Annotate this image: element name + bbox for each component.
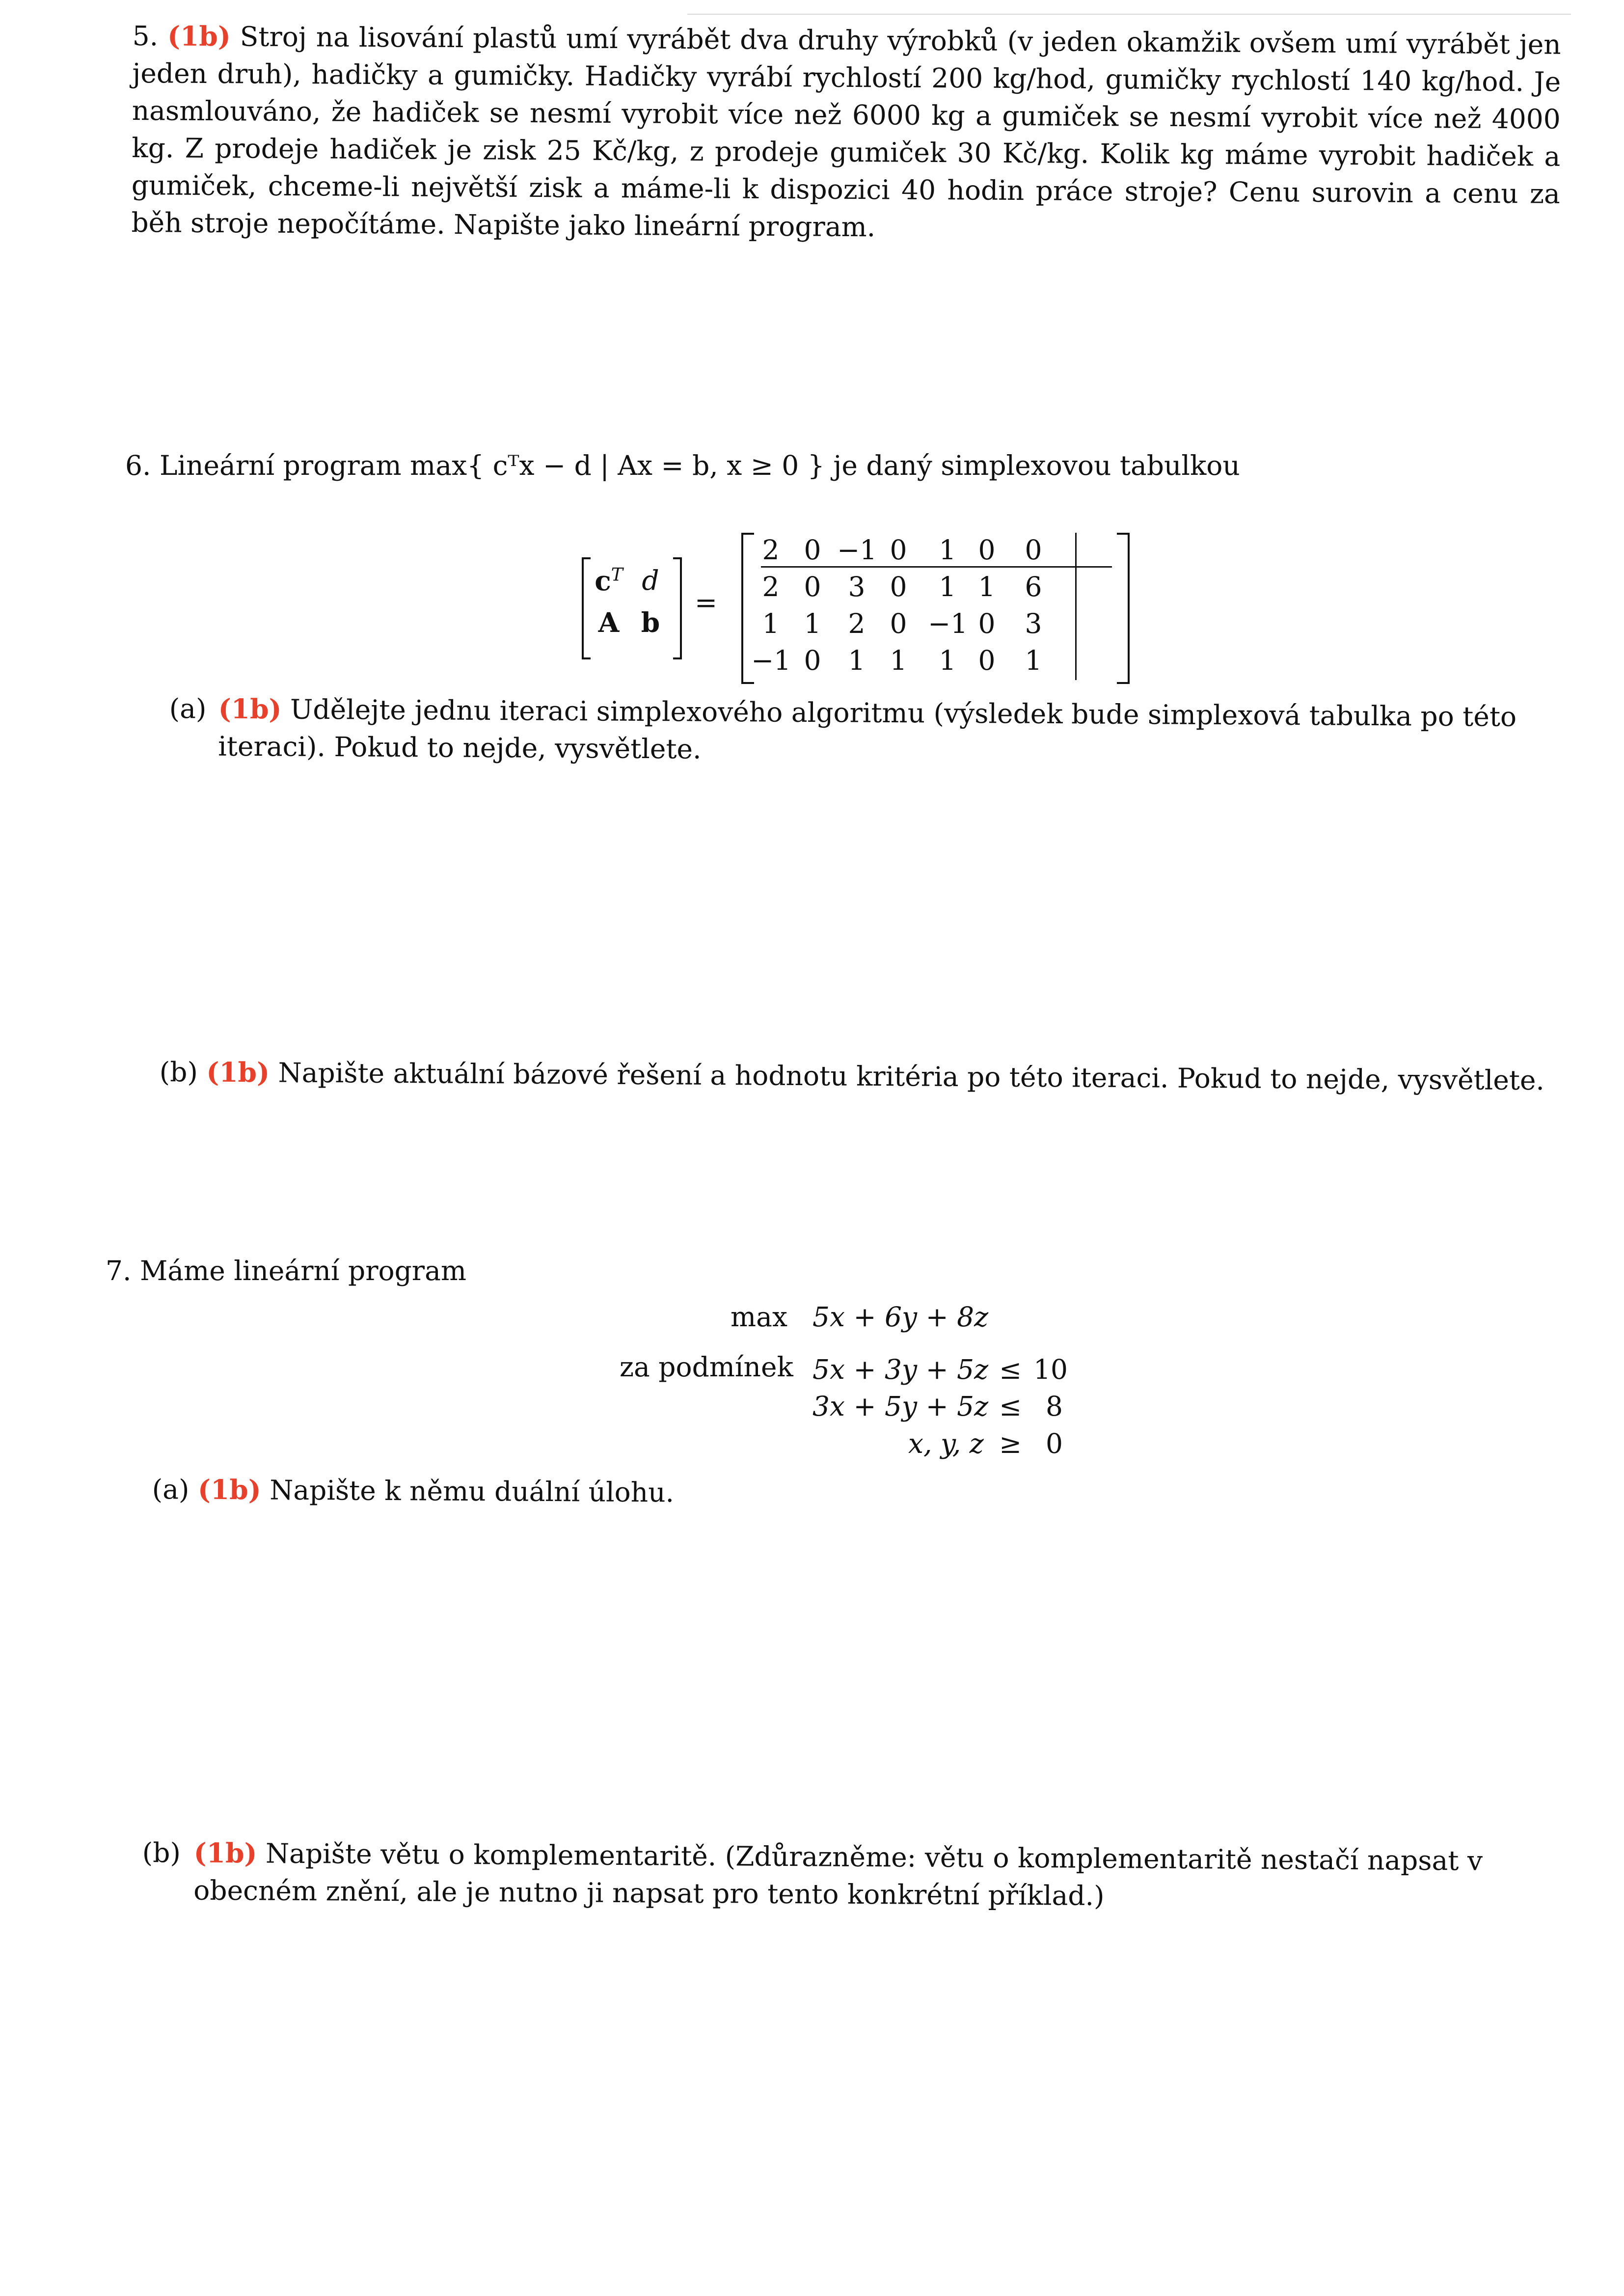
- tableau-cell-r3-c1: 0: [804, 645, 821, 676]
- question-6b: [160, 1053, 1573, 1099]
- lp-constraint-2-lhs: 3x + 5y + 5z: [812, 1391, 989, 1422]
- lhs-right-bracket: [673, 557, 682, 659]
- lp-objective: 5x + 6y + 8z: [812, 1301, 989, 1333]
- lp-nonnegativity-rel: ≥: [999, 1428, 1022, 1459]
- question-7a-label: (a): [152, 1474, 189, 1505]
- question-6-program: max{ cᵀx − d | Ax = b, x ≥ 0 }: [410, 450, 825, 481]
- tableau-cell-r2-c2: 2: [848, 608, 866, 639]
- lp-nonnegativity-vars: x, y, z: [908, 1428, 984, 1459]
- question-6-number: 6.: [125, 450, 151, 481]
- question-7a: [152, 1471, 889, 1512]
- tableau-cell-r0-c4: 1: [939, 534, 956, 566]
- tableau-cell-r1-c6: 6: [1025, 571, 1042, 602]
- lp-constraint-1-rhs: 10: [1033, 1354, 1068, 1385]
- tableau-cell-r0-c1: 0: [804, 534, 821, 566]
- tableau-right-bracket: [1117, 533, 1130, 684]
- tableau-cell-r1-c0: 2: [762, 571, 780, 602]
- tableau-cell-r2-c5: 0: [978, 608, 996, 639]
- question-5-number: 5.: [132, 20, 159, 52]
- question-7b-label: (b): [142, 1837, 181, 1869]
- question-6a-points: (1b): [218, 692, 282, 725]
- tableau-cell-r0-c3: 0: [890, 534, 907, 566]
- tableau-cell-r0-c2: −1: [837, 534, 877, 566]
- question-6b-points: (1b): [206, 1056, 270, 1089]
- question-6-intro-text: Lineární program: [159, 450, 402, 481]
- question-7b-text: Napište větu o komplementaritě. (Zdůrazněme: větu o komplementaritě nestačí napsat v obecném znění, ale je nutno ji napsat pro tento konkrétní příklad.): [193, 1837, 1483, 1912]
- tableau-cell-r0-c0: 2: [762, 534, 780, 566]
- question-7b-points: (1b): [193, 1836, 257, 1869]
- tableau-cell-r3-c2: 1: [848, 645, 866, 676]
- question-7-number: 7.: [106, 1255, 132, 1286]
- tableau-cell-r0-c5: 0: [978, 534, 996, 566]
- tableau-cell-r0-c6: 0: [1025, 534, 1042, 566]
- question-5: [131, 17, 1561, 250]
- question-6a: [169, 690, 1554, 773]
- question-6-intro: [125, 447, 1549, 484]
- tableau-cell-r2-c3: 0: [890, 608, 907, 639]
- lhs-d: d: [642, 565, 659, 596]
- tableau-block-matrix: [577, 557, 682, 680]
- tableau-cell-r3-c0: −1: [751, 645, 791, 676]
- equals-sign: =: [695, 587, 718, 618]
- question-6a-text: Udělejte jednu iteraci simplexového algoritmu (výsledek bude simplexová tabulka po této iteraci). Pokud to nejde, vysvětlete.: [218, 693, 1517, 765]
- lp-constraint-2-rhs: 8: [1046, 1391, 1063, 1422]
- lp-subject-to-label: za podmínek: [620, 1351, 793, 1383]
- tableau-cell-r1-c1: 0: [804, 571, 821, 602]
- question-6b-label: (b): [159, 1056, 198, 1088]
- question-7-intro: [106, 1252, 695, 1289]
- question-7a-points: (1b): [197, 1473, 261, 1506]
- lp-max-label: max: [731, 1301, 787, 1333]
- question-5-points: (1b): [167, 20, 231, 53]
- lhs-cT: $c^T$: [595, 565, 623, 597]
- tableau-cell-r2-c6: 3: [1025, 608, 1042, 639]
- tableau-cell-r3-c3: 1: [890, 645, 907, 676]
- tableau-cell-r2-c0: 1: [762, 608, 780, 639]
- question-6-intro-end: je daný simplexovou tabulkou: [833, 450, 1240, 481]
- lhs-b: b: [641, 606, 660, 638]
- question-5-text: Stroj na lisování plastů umí vyrábět dva druhy výrobků (v jeden okamžik ovšem umí vyrábět jen jeden druh), hadičky a gumičky. Hadičky vyrábí rychlostí 200 kg/hod, gumičky rychlostí 140 kg/hod. Je nasmlouváno, že hadiček se nesmí vyrobit více než 6000 kg a gumiček se nesmí vyrobit více než 4000 kg. Z prodeje hadiček je zisk 25 Kč/kg, z prodeje gumiček 30 Kč/kg. Kolik kg máme vyrobit hadiček a gumiček, chceme-li největší zisk a máme-li k dispozici 40 hodin práce stroje? Cenu surovin a cenu za běh stroje nepočítáme. Napište jako lineární program.: [131, 21, 1561, 243]
- lp-constraint-1-lhs: 5x + 3y + 5z: [812, 1354, 989, 1385]
- tableau-cell-r1-c5: 1: [978, 571, 996, 602]
- lp-nonnegativity-rhs: 0: [1046, 1428, 1063, 1459]
- tableau-cell-r3-c5: 0: [978, 645, 996, 676]
- tableau-cell-r1-c3: 0: [890, 571, 907, 602]
- question-7b: [142, 1834, 1527, 1917]
- question-7-intro-text: Máme lineární program: [139, 1255, 467, 1286]
- question-6a-label: (a): [169, 692, 207, 725]
- tableau-cell-r2-c4: −1: [928, 608, 968, 639]
- tableau-cell-r2-c1: 1: [804, 608, 821, 639]
- scan-artifact-line: [687, 14, 1571, 15]
- lp-constraint-1-rel: ≤: [999, 1354, 1022, 1385]
- tableau-cell-r3-c4: 1: [939, 645, 956, 676]
- tableau-cell-r1-c2: 3: [848, 571, 866, 602]
- lp-constraint-2-rel: ≤: [999, 1391, 1022, 1422]
- question-7a-text: Napište k němu duální úlohu.: [270, 1474, 675, 1508]
- tableau-rhs-separator: [1075, 533, 1077, 680]
- lhs-A: A: [598, 606, 620, 638]
- question-6b-text: Napište aktuální bázové řešení a hodnotu kritéria po této iteraci. Pokud to nejde, vysvětlete.: [278, 1057, 1545, 1096]
- tableau-cell-r3-c6: 1: [1025, 645, 1042, 676]
- tableau-cell-r1-c4: 1: [939, 571, 956, 602]
